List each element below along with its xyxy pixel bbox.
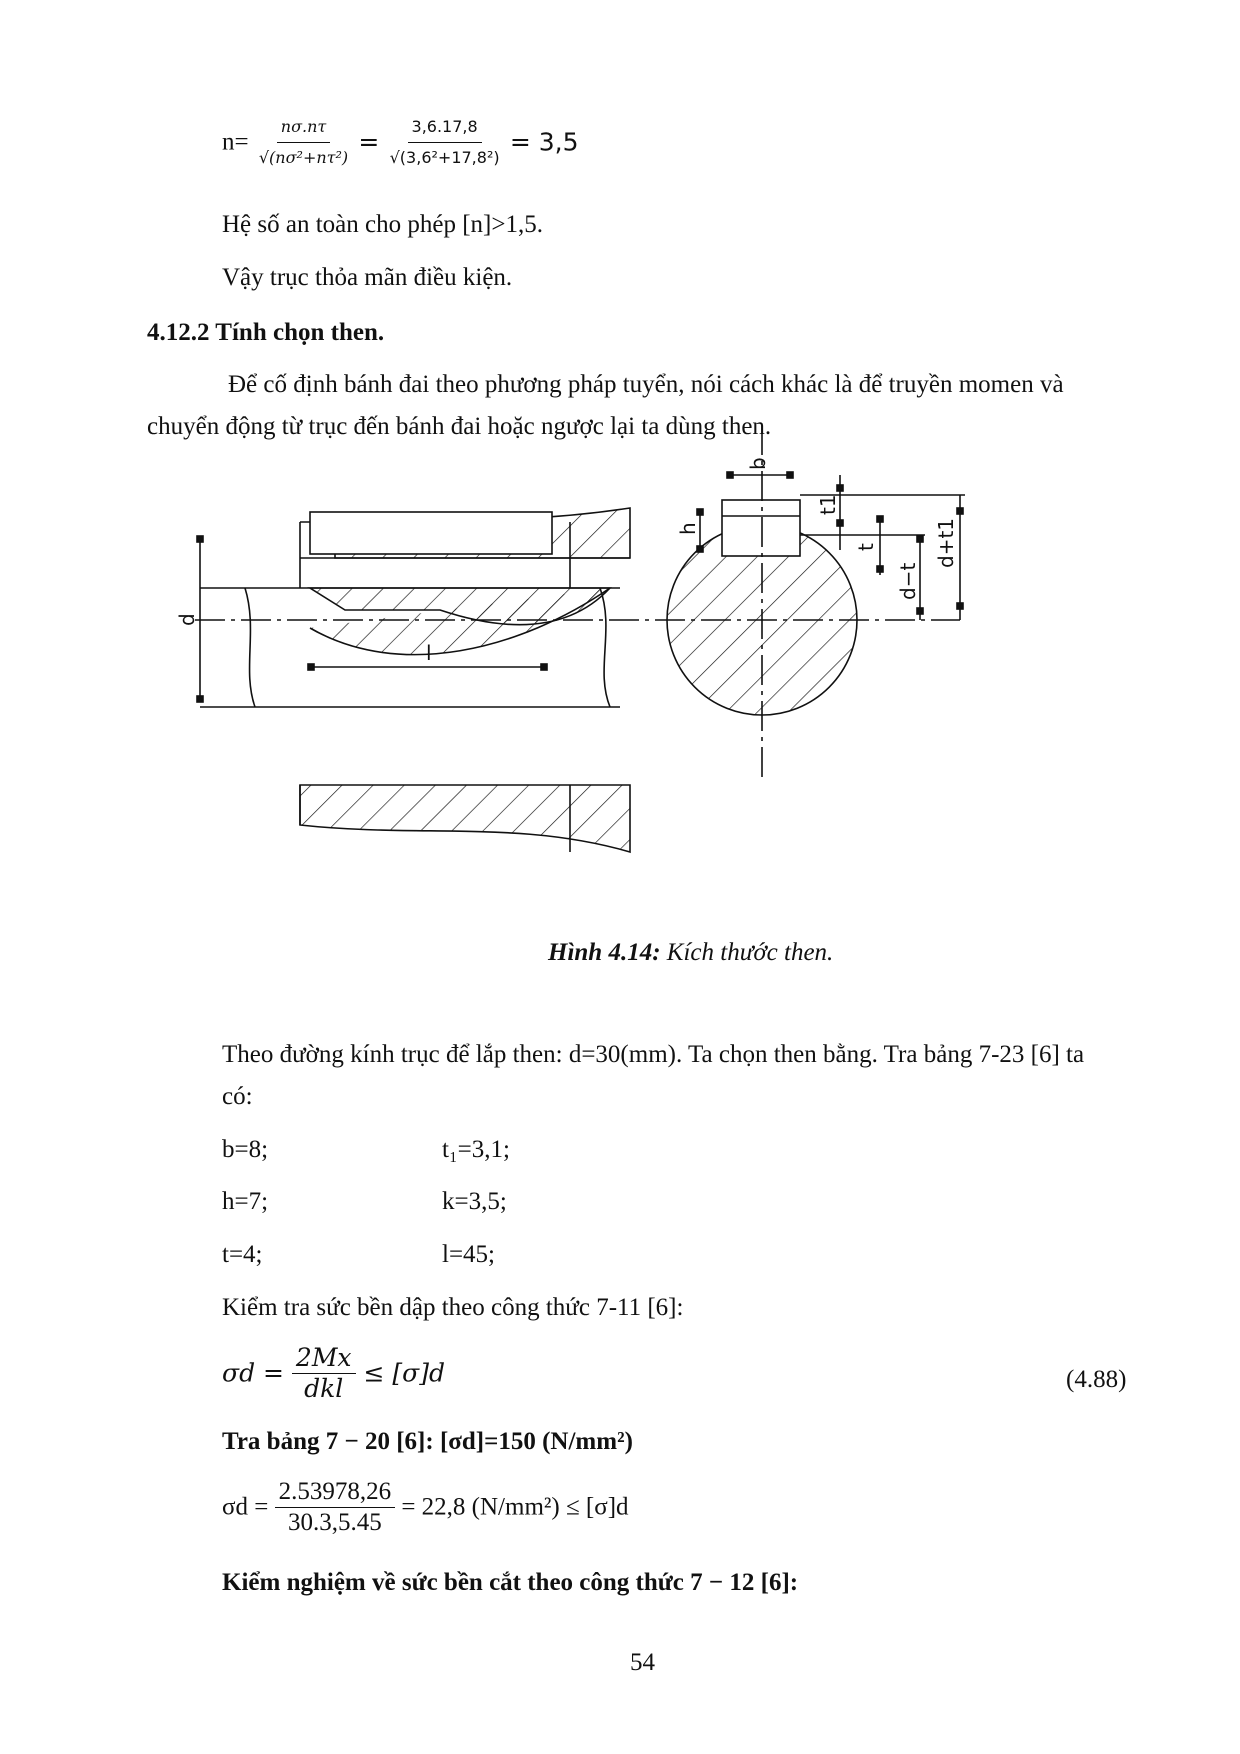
formula-sigma-value: [222, 1477, 629, 1547]
formula-sigma-value-rhs: = 22,8 (N/mm²) ≤ [σ]d: [401, 1493, 629, 1521]
para-choose-line1: Theo đường kính trục để lắp then: d=30(mm). Ta chọn then bằng. Tra bảng 7-23 [6] ta: [222, 1041, 1085, 1068]
label-l: l: [426, 641, 432, 665]
table-line: Tra bảng 7 − 20 [6]: [σd]=150 (N/mm²): [222, 1428, 633, 1455]
formula-sigma-lhs: σd =: [222, 1358, 284, 1388]
figure-caption-label: Hình 4.14:: [548, 939, 661, 966]
param-t: t=4;: [222, 1241, 263, 1268]
formula-sigma-den: dkl: [304, 1374, 344, 1403]
param-l: l=45;: [442, 1241, 495, 1268]
formula-sigma-value-fraction: [275, 1477, 396, 1538]
formula-n-lhs: n=: [222, 128, 249, 156]
formula-sigma-num: 2Mx: [292, 1343, 356, 1374]
hub-bottom-section: [300, 785, 630, 852]
formula-n-num2: 3,6.17,8: [408, 112, 482, 143]
formula-sigma-value-num: 2.53978,26: [275, 1477, 396, 1508]
label-t: t: [854, 543, 878, 551]
para-conclusion: Vậy trục thỏa mãn điều kiện.: [222, 264, 513, 291]
param-k: k=3,5;: [442, 1188, 507, 1215]
formula-sigma: [222, 1343, 445, 1413]
para-choose-line2: có:: [222, 1083, 253, 1110]
page-number: 54: [630, 1649, 655, 1676]
formula-sigma-rhs: ≤ [σ]d: [363, 1358, 445, 1388]
formula-sigma-fraction: [292, 1343, 356, 1404]
param-t1: t₁=3,1;: [442, 1136, 510, 1163]
section-heading: 4.12.2 Tính chọn then.: [147, 319, 385, 346]
formula-n: n= $\frac{n\sigma.n\tau}{\text{√(nσ²+nτ²)}}$ = $\frac{3,6.17,8}{\text{√(3,6²+17,8²)}}$ = 3,5: [222, 112, 579, 182]
keyway-circle: [722, 500, 800, 556]
label-t1: t1: [816, 494, 840, 515]
formula-n-den1: √(nσ²+nτ²): [258, 148, 349, 167]
label-d-plus-t1: d+t1: [934, 517, 958, 568]
figure-caption: [548, 938, 833, 968]
formula-sigma-value-den: 30.3,5.45: [287, 1509, 382, 1536]
figure-caption-text: Kích thước then.: [660, 939, 834, 966]
formula-n-result: = 3,5: [509, 127, 579, 157]
label-h: h: [676, 522, 700, 535]
formula-n-fraction-numeric: [386, 112, 504, 173]
intro-line2: chuyển động từ trục đến bánh đai hoặc ngược lại ta dùng then.: [147, 413, 772, 440]
formula-n-den2: √(3,6²+17,8²): [389, 148, 500, 167]
key-dimension-figure: [175, 457, 1100, 880]
equation-number: (4.88): [1066, 1366, 1127, 1393]
param-b: b=8;: [222, 1136, 269, 1163]
para-shear: Kiểm nghiệm về sức bền cắt theo công thức 7 − 12 [6]:: [222, 1569, 799, 1596]
formula-sigma-value-lhs: σd =: [222, 1493, 269, 1521]
para-check: Kiểm tra sức bền dập theo công thức 7-11 [6]:: [222, 1294, 684, 1321]
intro-line1: Để cố định bánh đai theo phương pháp tuyển, nói cách khác là để truyền momen và: [228, 371, 1064, 398]
param-h: h=7;: [222, 1188, 269, 1215]
para-safety: Hệ số an toàn cho phép [n]>1,5.: [222, 211, 543, 238]
key-rect: [310, 512, 552, 554]
label-d: d: [175, 613, 199, 626]
formula-n-num1: nσ.nτ: [277, 112, 330, 143]
label-b: b: [746, 457, 770, 470]
label-d-minus-t: d−t: [896, 562, 920, 600]
formula-n-fraction-symbolic: [255, 112, 352, 173]
